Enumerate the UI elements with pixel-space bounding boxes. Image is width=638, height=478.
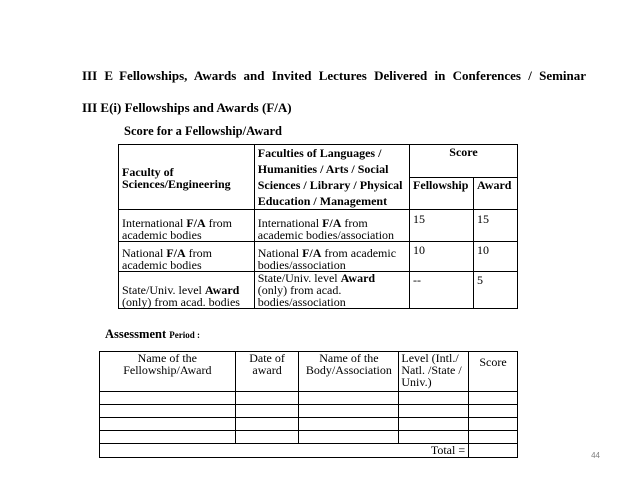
assessment-table (99, 351, 518, 458)
assessment-header-row (100, 352, 518, 392)
assessment-row (100, 405, 518, 418)
assessment-total-row (100, 444, 518, 458)
score-table-header-row (119, 145, 518, 178)
subsection-heading: III E(i) Fellowships and Awards (F/A) (82, 100, 292, 115)
sciences-cell: National F/A from academic bodies (119, 242, 255, 272)
assessment-label: Assessment Period : (105, 327, 200, 341)
assessment-row (100, 392, 518, 405)
fellowship-header: Fellowship (410, 177, 474, 210)
award-score: 10 (474, 242, 518, 272)
total-label: Total = (100, 444, 469, 458)
page-number: 44 (591, 451, 600, 460)
assessment-row (100, 431, 518, 444)
faculty-sciences-header: Faculty of Sciences/Engineering (119, 145, 255, 210)
languages-cell: State/Univ. level Award (only) from acad. bodies/association (254, 272, 409, 309)
score-caption: Score for a Fellowship/Award (124, 124, 282, 138)
section-heading (82, 68, 586, 84)
body-header: Name of the Body/Association (299, 352, 399, 392)
sciences-cell: State/Univ. level Award (only) from acad. bodies (119, 272, 255, 309)
name-header: Name of the Fellowship/Award (100, 352, 236, 392)
score-row (119, 210, 518, 242)
sciences-cell: International F/A from academic bodies (119, 210, 255, 242)
score-row (119, 242, 518, 272)
section-title: Fellowships, Awards and Invited Lectures Delivered in Conferences / Seminar (119, 68, 587, 83)
score-row (119, 272, 518, 309)
assessment-row (100, 418, 518, 431)
languages-cell: National F/A from academic bodies/association (254, 242, 409, 272)
languages-cell: International F/A from academic bodies/association (254, 210, 409, 242)
date-header: Date of award (235, 352, 299, 392)
assessment-period: Period : (169, 330, 200, 340)
award-score: 5 (474, 272, 518, 309)
total-score-cell (469, 444, 518, 458)
fellowship-score: 15 (410, 210, 474, 242)
level-header: Level (Intl./ Natl. /State / Univ.) (399, 352, 469, 392)
award-header: Award (474, 177, 518, 210)
faculty-languages-header: Faculties of Languages / Humanities / Arts / Social Sciences / Library / Physical Education / Management (254, 145, 409, 210)
section-code: III E (82, 68, 114, 83)
fellowship-score: -- (410, 272, 474, 309)
score-table (118, 144, 518, 309)
award-score: 15 (474, 210, 518, 242)
score-header: Score (410, 145, 518, 178)
fellowship-score: 10 (410, 242, 474, 272)
score-header: Score (469, 352, 518, 392)
